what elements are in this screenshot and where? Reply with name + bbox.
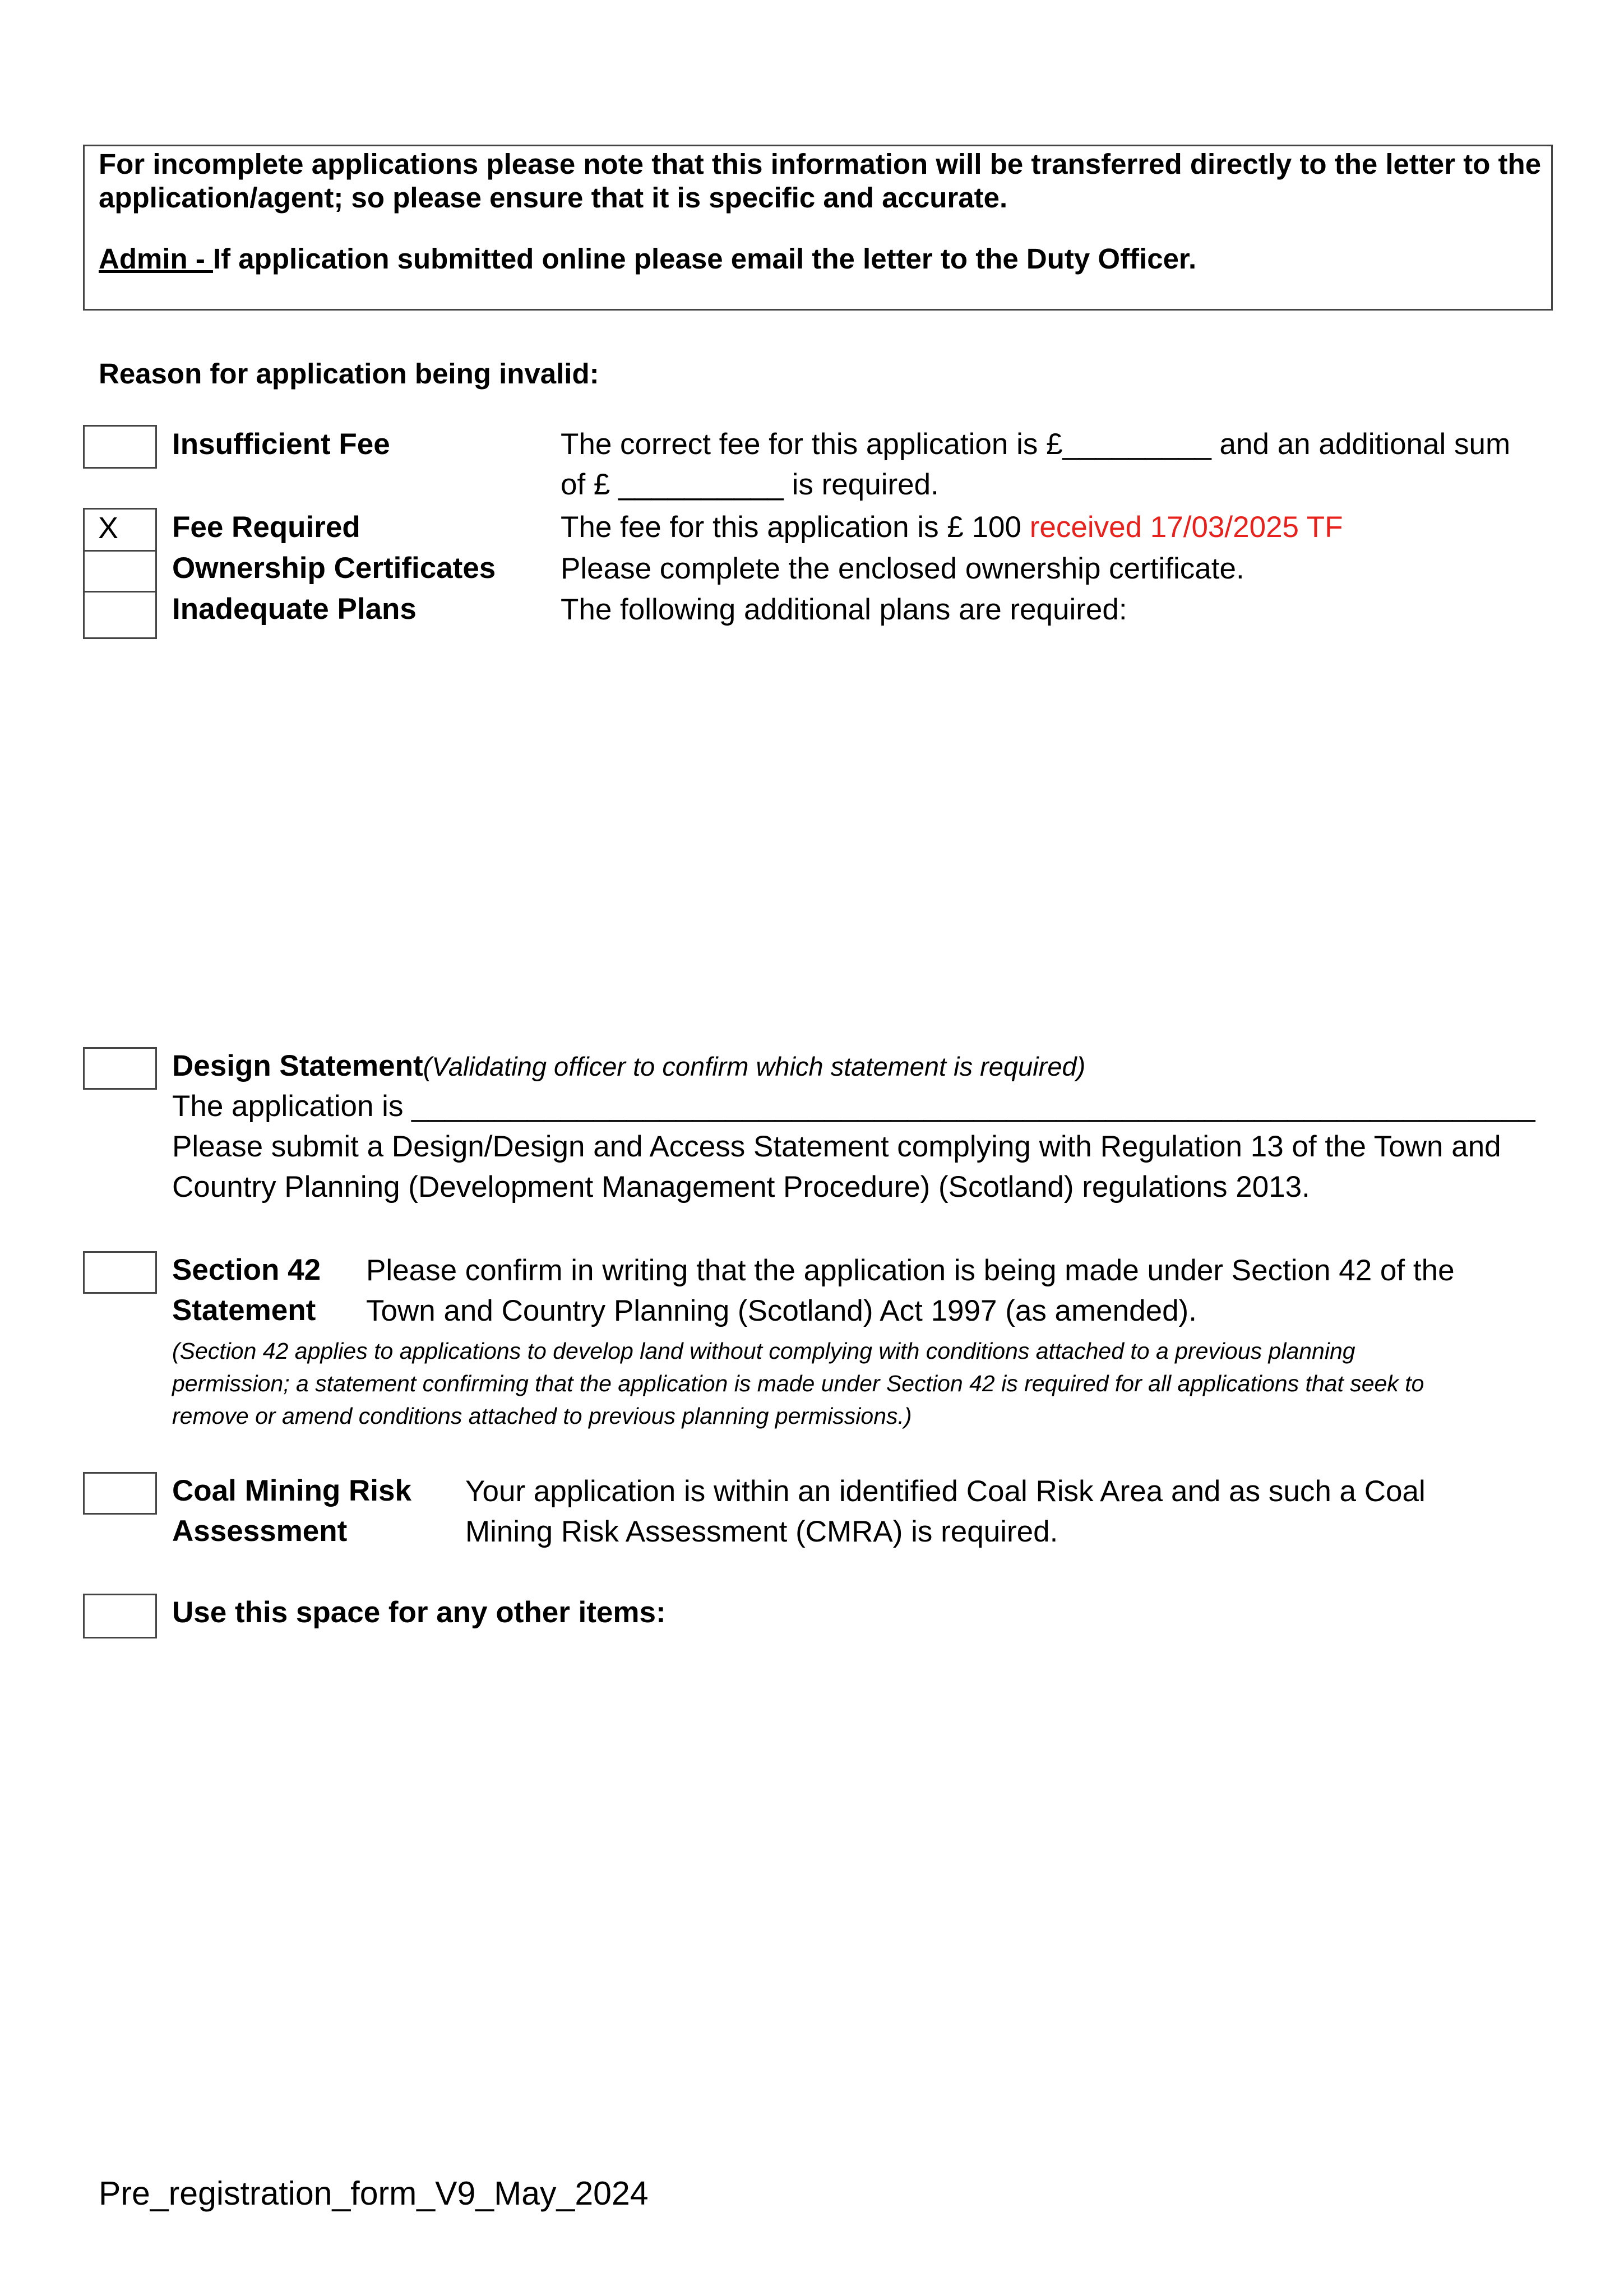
design-statement-label: Design Statement	[172, 1049, 423, 1082]
inadequate-plans-checkbox[interactable]	[83, 591, 157, 639]
reason-heading: Reason for application being invalid:	[99, 358, 599, 390]
coal-mining-text-line1: Your application is within an identified Coal Risk Area and as such a Coal	[465, 1475, 1426, 1508]
design-statement-checkbox[interactable]	[83, 1047, 157, 1090]
form-version-footer: Pre_registration_form_V9_May_2024	[99, 2175, 649, 2212]
coal-mining-label-line1: Coal Mining Risk	[172, 1474, 411, 1507]
insufficient-fee-label: Insufficient Fee	[172, 428, 390, 461]
section42-note-line3: remove or amend conditions attached to previous planning permissions.)	[172, 1403, 912, 1429]
admin-line	[99, 242, 1545, 276]
fee-required-checkbox[interactable]: X	[83, 508, 157, 552]
coal-mining-checkbox[interactable]	[83, 1472, 157, 1515]
section42-text-line2: Town and Country Planning (Scotland) Act 1997 (as amended).	[366, 1294, 1197, 1327]
ownership-text: Please complete the enclosed ownership certificate.	[561, 552, 1244, 585]
section42-label-line1: Section 42	[172, 1253, 321, 1286]
other-items-label: Use this space for any other items:	[172, 1596, 666, 1629]
fee-required-text: The fee for this application is £ 100	[561, 511, 1030, 544]
ownership-checkbox[interactable]	[83, 550, 157, 592]
notice-text: For incomplete applications please note that this information will be transferred directly to the letter to the application/agent; so please ensure that it is specific and accurate.	[99, 148, 1542, 214]
design-statement-heading	[172, 1046, 1085, 1087]
section42-text-line1: Please confirm in writing that the application is being made under Section 42 of the	[366, 1254, 1455, 1287]
other-items-checkbox[interactable]	[83, 1594, 157, 1638]
admin-text: If application submitted online please email the letter to the Duty Officer.	[212, 243, 1197, 275]
coal-mining-label-line2: Assessment	[172, 1515, 348, 1548]
insufficient-fee-checkbox[interactable]	[83, 425, 157, 469]
fee-required-text-row	[561, 507, 1553, 548]
section42-label-line2: Statement	[172, 1294, 316, 1327]
design-statement-line2: Please submit a Design/Design and Access Statement complying with Regulation 13 of the Town and	[172, 1130, 1501, 1163]
ownership-label: Ownership Certificates	[172, 552, 496, 585]
fee-received-note: received 17/03/2025 TF	[1029, 511, 1343, 544]
inadequate-plans-label: Inadequate Plans	[172, 592, 417, 626]
design-statement-line3: Country Planning (Development Management Procedure) (Scotland) regulations 2013.	[172, 1170, 1310, 1203]
coal-mining-text-line2: Mining Risk Assessment (CMRA) is required.	[465, 1515, 1058, 1548]
section42-checkbox[interactable]	[83, 1251, 157, 1294]
design-statement-line1: The application is ____________________________________________________________________	[172, 1090, 1535, 1123]
admin-label: Admin -	[99, 243, 213, 275]
fee-required-label: Fee Required	[172, 511, 360, 544]
inadequate-plans-text: The following additional plans are required:	[561, 593, 1127, 626]
insufficient-fee-text-line2: of £ __________ is required.	[561, 468, 939, 501]
insufficient-fee-text-line1: The correct fee for this application is £_________ and an additional sum	[561, 428, 1511, 461]
section42-note-line1: (Section 42 applies to applications to develop land without complying with conditions attached to a previous planning	[172, 1338, 1355, 1364]
design-statement-hint: (Validating officer to confirm which statement is required)	[423, 1052, 1086, 1081]
section42-note-line2: permission; a statement confirming that the application is made under Section 42 is required for all applications that seek to	[172, 1371, 1424, 1396]
